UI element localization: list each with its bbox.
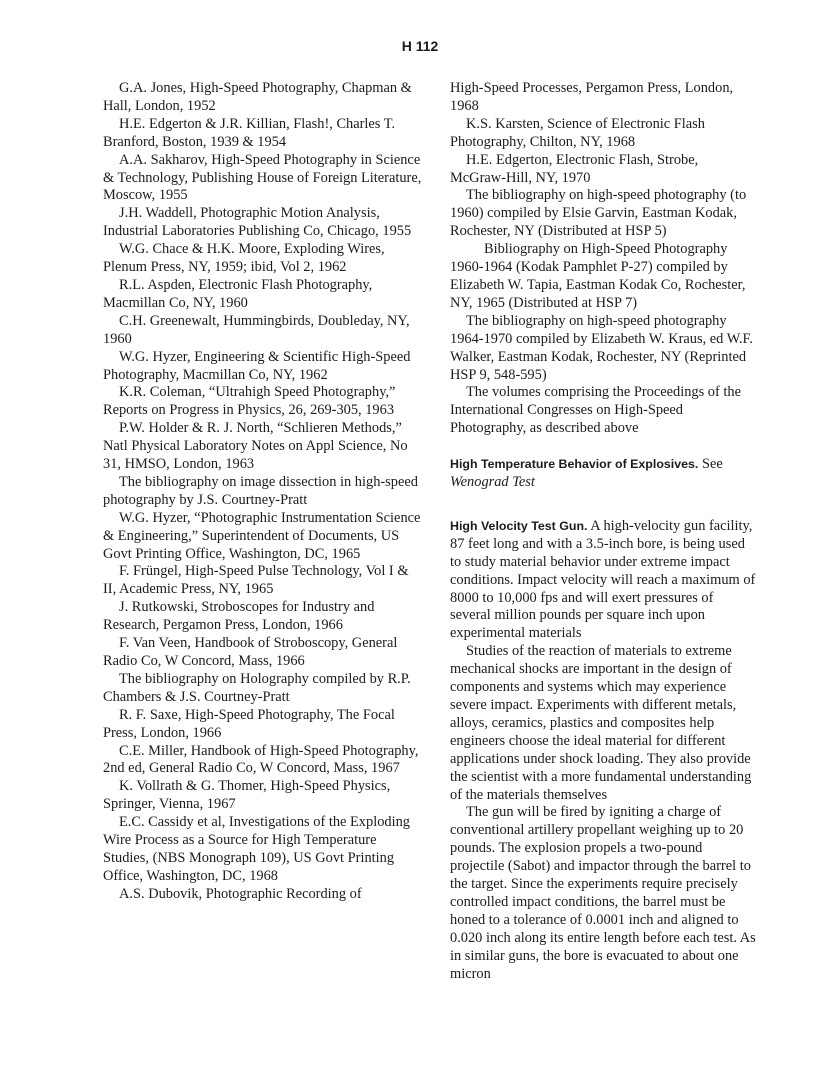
reference-entry: K.S. Karsten, Science of Electronic Flash Photography, Chilton, NY, 1968 (450, 115, 705, 150)
entry-high-temperature-behavior (450, 456, 756, 492)
reference-entry: R. F. Saxe, High-Speed Photography, The Focal Press, London, 1966 (103, 706, 395, 741)
entry-paragraph: The gun will be fired by igniting a charge of conventional artillery propellant weighing up to 20 pounds. The explosion propels a two-pound projectile (Sabot) and impactor through the barrel to the target. Since the experiments require precisely controlled impact conditions, the barrel must be honed to a tolerance of 0.0001 inch and aligned to 0.020 inch along its entire length before each test. As in similar guns, the bore is evacuated to about one micron (450, 804, 756, 982)
reference-entry: The volumes comprising the Proceedings of the International Congresses on High-Speed Photography, as described above (450, 384, 741, 437)
reference-entry: The bibliography on Holography compiled by R.P. Chambers & J.S. Courtney-Pratt (103, 670, 411, 705)
reference-entry: P.W. Holder & R. J. North, “Schlieren Methods,” Natl Physical Laboratory Notes on Appl Science, No 31, HMSO, London, 1963 (103, 420, 408, 473)
reference-entry: E.C. Cassidy et al, Investigations of the Exploding Wire Process as a Source for High Temperature Studies, (NBS Monograph 109), US Govt Printing Office, Washington, DC, 1968 (103, 814, 410, 884)
reference-entry: A.S. Dubovik, Photographic Recording of (119, 885, 362, 902)
entry-body: A high-velocity gun facility, 87 feet long and with a 3.5-inch bore, is being used to study material behavior under extreme impact conditions. Impact velocity will reach a maximum of 8000 to 10,000 fps and will exert pressures of several million pounds per square inch upon experimental materials (450, 517, 756, 642)
reference-entry: C.E. Miller, Handbook of High-Speed Photography, 2nd ed, General Radio Co, W Concord, Mass, 1967 (103, 742, 419, 777)
entry-high-velocity-test-gun (450, 518, 756, 643)
reference-entry: J.H. Waddell, Photographic Motion Analysis, Industrial Laboratories Publishing Co, Chicago, 1955 (103, 205, 412, 240)
reference-entry: H.E. Edgerton, Electronic Flash, Strobe, McGraw-Hill, NY, 1970 (450, 151, 699, 186)
reference-entry: Bibliography on High-Speed Photography 1960-1964 (Kodak Pamphlet P-27) compiled by Elizabeth W. Tapia, Eastman Kodak Co, Rochester, NY, 1965 (Distributed at HSP 7) (450, 241, 746, 311)
reference-entry: The bibliography on high-speed photography 1964-1970 compiled by Elizabeth W. Kraus, ed W.F. Walker, Eastman Kodak, Rochester, NY (Reprinted HSP 9, 548-595) (450, 312, 754, 383)
reference-entry: K.R. Coleman, “Ultrahigh Speed Photography,” Reports on Progress in Physics, 26, 269-305, 1963 (103, 384, 396, 419)
reference-entry: K. Vollrath & G. Thomer, High-Speed Physics, Springer, Vienna, 1967 (103, 778, 391, 813)
reference-entry: H.E. Edgerton & J.R. Killian, Flash!, Charles T. Branford, Boston, 1939 & 1954 (103, 115, 396, 150)
reference-entry: The bibliography on image dissection in high-speed photography by J.S. Courtney-Pratt (103, 473, 418, 508)
reference-entry: W.G. Hyzer, Engineering & Scientific High-Speed Photography, Macmillan Co, NY, 1962 (103, 348, 411, 383)
see-label: See (701, 456, 723, 473)
reference-entry: The bibliography on high-speed photography (to 1960) compiled by Elsie Garvin, Eastman Kodak, Rochester, NY (Distributed at HSP 5) (450, 187, 747, 240)
entry-title: High Velocity Test Gun. (450, 518, 588, 533)
entry-paragraph: Studies of the reaction of materials to extreme mechanical shocks are important in the design of components and systems which may experience severe impact. Experiments with different metals, alloys, ceramics, plastics and composites help engineers choose the ideal material for different applications under shock loading. They also provide the scientist with a more fundamental understanding of the materials themselves (450, 643, 752, 803)
reference-entry: R.L. Aspden, Electronic Flash Photography, Macmillan Co, NY, 1960 (103, 276, 373, 311)
left-column (103, 80, 425, 904)
cross-reference: Wenograd Test (450, 474, 535, 491)
reference-entry: A.A. Sakharov, High-Speed Photography in Science & Technology, Publishing House of Foreign Literature, Moscow, 1955 (103, 151, 422, 204)
reference-entry: G.A. Jones, High-Speed Photography, Chapman & Hall, London, 1952 (103, 80, 412, 114)
right-column (450, 80, 756, 984)
reference-continuation: High-Speed Processes, Pergamon Press, London, 1968 (450, 80, 734, 114)
reference-entry: C.H. Greenewalt, Hummingbirds, Doubleday, NY, 1960 (103, 312, 410, 347)
entry-title: High Temperature Behavior of Explosives. (450, 457, 699, 472)
page-number: H 112 (401, 38, 439, 54)
reference-entry: W.G. Chace & H.K. Moore, Exploding Wires, Plenum Press, NY, 1959; ibid, Vol 2, 1962 (103, 241, 385, 276)
reference-entry: F. Früngel, High-Speed Pulse Technology, Vol I & II, Academic Press, NY, 1965 (103, 563, 409, 598)
reference-entry: J. Rutkowski, Stroboscopes for Industry and Research, Pergamon Press, London, 1966 (103, 599, 375, 634)
reference-entry: W.G. Hyzer, “Photographic Instrumentation Science & Engineering,” Superintendent of Documents, US Govt Printing Office, Washington, DC, 1965 (103, 509, 421, 562)
reference-entry: F. Van Veen, Handbook of Stroboscopy, General Radio Co, W Concord, Mass, 1966 (103, 635, 398, 669)
